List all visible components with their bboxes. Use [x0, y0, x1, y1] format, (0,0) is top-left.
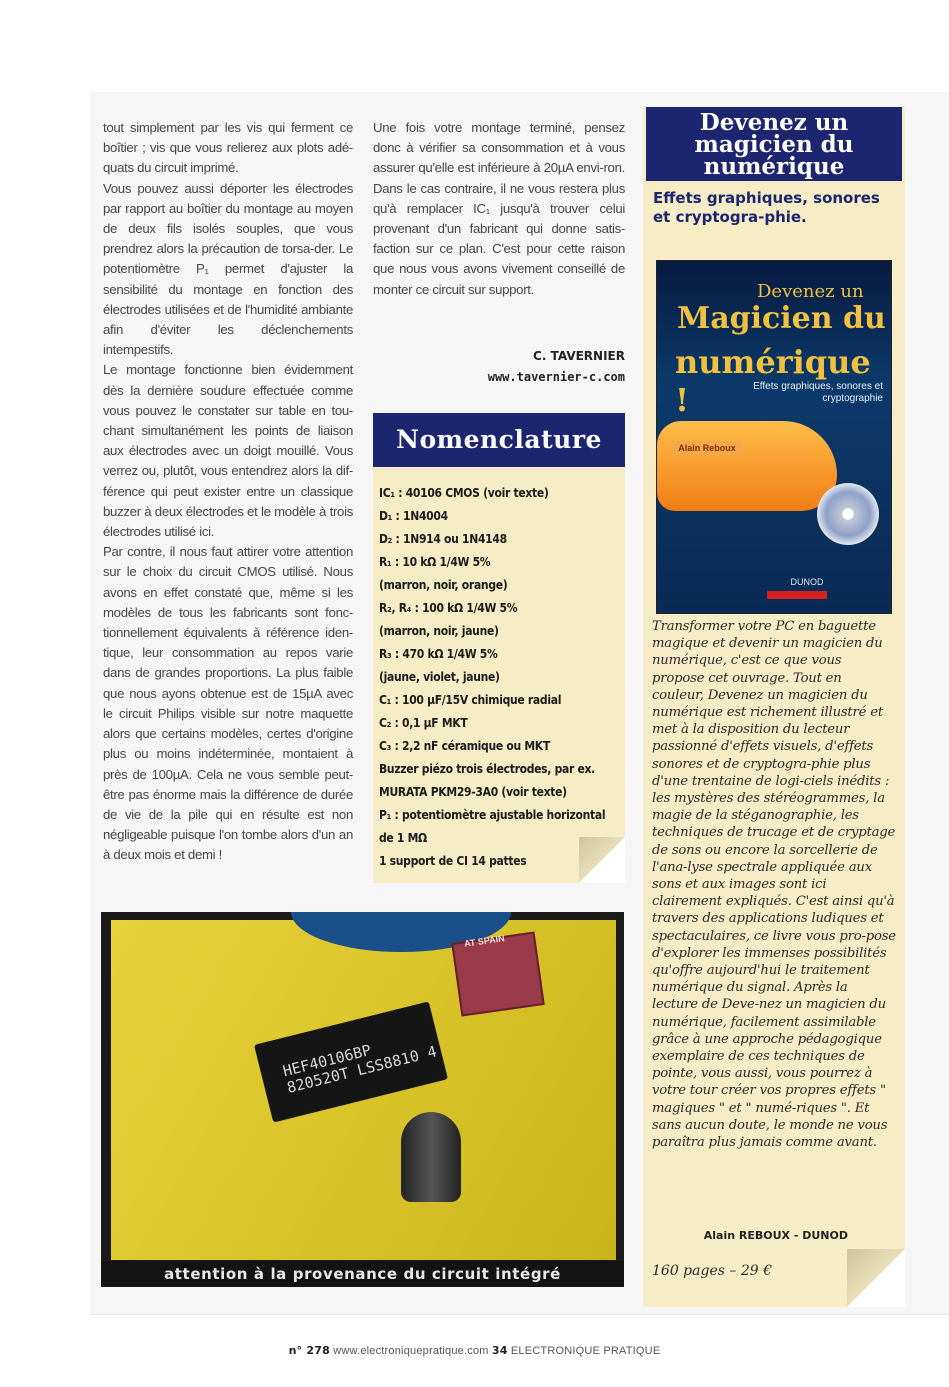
article-author [373, 346, 625, 388]
article-column-1 [103, 118, 353, 866]
paragraph: Par contre, il nous faut attirer votre attention sur le choix du circuit CMOS utilisé. Nous avons en effet constaté que, même si les modèles de tous les fabricants sont fonc-tionnellement équivalents à référence iden-tique, leur consommation au repos varie dans de grandes proportions. La plus faible que nous ayons obtenue est de 15µA avec le circuit Philips visible sur notre maquette alors que certains modèles, certes d'origine plus ou moins indéterminée, montaient à près de 100µA. Cela ne vous semble peut-être pas énorme mais la différence de durée de vie de la pile qui en résulte est non négligeable puisque l'on tombe alors d'un an à deux mois et demi ! [103, 544, 353, 863]
list-item: MURATA PKM29-3A0 (voir texte) [379, 785, 567, 799]
list-item: R₁ : 10 kΩ 1/4W 5% [379, 555, 491, 569]
book-cover-image [656, 260, 892, 614]
capacitor-component [401, 1112, 461, 1202]
nomenclature-box [373, 413, 625, 883]
book-pages-price: 160 pages – 29 € [652, 1263, 772, 1279]
list-item: Buzzer piézo trois électrodes, par ex. [379, 762, 595, 776]
book-title-line: Devenez un [699, 109, 849, 136]
footer-url: www.electroniquepratique.com [333, 1345, 489, 1357]
paragraph: tout simplement par les vis qui ferment ce boîtier ; vis que vous relierez aux plots adé-quats du circuit imprimé. [103, 120, 353, 176]
cd-rom-disc-icon [817, 483, 879, 545]
list-item: D₁ : 1N4004 [379, 509, 448, 523]
list-item: R₂, R₄ : 100 kΩ 1/4W 5% [379, 601, 518, 615]
cover-tagline: Effets graphiques, sonores et cryptographie [753, 381, 883, 404]
page-curl-shade [579, 837, 625, 883]
cover-author: Alain Reboux [672, 441, 742, 455]
list-item: C₁ : 100 µF/15V chimique radial [379, 693, 562, 707]
list-item: P₁ : potentiomètre ajustable horizontal [379, 808, 606, 822]
article-column-2 [373, 118, 625, 300]
list-item: 1 support de CI 14 pattes [379, 854, 527, 868]
list-item: IC₁ : 40106 CMOS (voir texte) [379, 486, 549, 500]
list-item: C₃ : 2,2 nF céramique ou MKT [379, 739, 550, 753]
list-item: (marron, noir, jaune) [379, 624, 499, 638]
paragraph: Vous pouvez aussi déporter les électrodes par rapport au boîtier du montage au moyen de deux fils isolés souples, que vous prendrez alors la précaution de torsa-der. Le potentiomètre P₁ permet d'ajuster la sensibilité du montage en fonction des électrodes utilisées et de l'humidité ambiante afin d'éviter les déclenchements intempestifs. [103, 180, 353, 358]
book-title-line: magicien du [694, 131, 854, 158]
nomenclature-list [379, 482, 623, 873]
magic-hand-illustration [657, 421, 837, 511]
list-item: de 1 MΩ [379, 831, 427, 845]
cover-line-1: Devenez un [757, 281, 864, 302]
book-review-box [643, 107, 905, 1307]
list-item: (marron, noir, orange) [379, 578, 508, 592]
page-curl-shade [847, 1249, 905, 1307]
issue-number: n° 278 [288, 1344, 330, 1357]
potentiometer-label: AT SPAIN [463, 933, 506, 949]
ic-chip-label: HEF40106BP 820520T LSS8810 4 [281, 1041, 439, 1097]
nomenclature-title: Nomenclature [373, 413, 625, 467]
book-description: Transformer votre PC en baguette magique et devenir un magicien du numérique, c'est ce que vous propose cet ouvrage. Tout en couleur, Devenez un magicien du numérique est richement illustré et met à la disposition du lecteur passionné d'effets visuels, d'effets sonores et de cryptogra-phie plus d'une trentaine de logi-ciels inédits : les mystères des stéréogrammes, la magie de la stéganographie, les techniques de trucage et de cryptage de sons ou encore la sorcellerie de l'ana-lyse spectrale appliquée aux sons et aux images sont ici clairement expliqués. C'est ainsi qu'à travers des applications ludiques et spectaculaires, ce livre vous pro-pose d'explorer les immenses possibilités qu'offre aujourd'hui le traitement numérique du signal. Après la lecture de Deve-nez un magicien du numérique, facilement assimilable grâce à une approche pédagogique exemplaire de ces techniques de pointe, vous aussi, vous pourrez à votre tour créer vos propres effets " magiques " et " numé-riques ". Et sans aucun doute, le monde ne vous paraîtra plus jamais comme avant. [652, 619, 896, 1151]
list-item: C₂ : 0,1 µF MKT [379, 716, 468, 730]
paragraph: Le montage fonctionne bien évidemment dès la dernière soudure effectuée comme vous pouvez le constater sur table en tou-chant simultanément les points de liaison aux électrodes avec un doigt mouillé. Vous verrez ou, plutôt, vous entendrez alors la dif-férence qui peut exister entre un classique buzzer à deux électrodes et le modèle à trois électrodes utilisé ici. [103, 362, 353, 540]
book-title-line: numérique [703, 153, 845, 180]
cover-line-3: numérique ! [675, 343, 871, 419]
publisher-bar [767, 591, 827, 599]
list-item: (jaune, violet, jaune) [379, 670, 500, 684]
photo-caption: attention à la provenance du circuit intégré [101, 1261, 624, 1287]
cover-publisher: DUNOD [790, 577, 824, 587]
author-url: www.tavernier-c.com [487, 370, 625, 384]
paragraph: Une fois votre montage terminé, pensez donc à vérifier sa consommation et à vous assurer qu'elle est inférieure à 20µA envi-ron. Dans le cas contraire, il ne vous restera plus qu'à remplacer IC₁ jusqu'à trouver celui provenant d'un fabricant qui donne satis-faction sur ce plan. C'est pour cette raison que nous vous avons vivement conseillé de monter ce circuit sur support. [373, 120, 625, 297]
book-title [646, 107, 902, 181]
page-number: 34 [491, 1344, 508, 1357]
list-item: D₂ : 1N914 ou 1N4148 [379, 532, 507, 546]
page-footer [0, 1344, 949, 1357]
book-author-publisher: Alain REBOUX - DUNOD [703, 1229, 848, 1242]
list-item: R₃ : 470 kΩ 1/4W 5% [379, 647, 498, 661]
book-subtitle: Effets graphiques, sonores et cryptogra-phie. [653, 189, 880, 226]
author-name: C. TAVERNIER [533, 349, 625, 363]
cover-line-2: Magicien du [677, 301, 886, 336]
magazine-name: ELECTRONIQUE PRATIQUE [510, 1345, 661, 1357]
circuit-board-photo [101, 912, 624, 1287]
